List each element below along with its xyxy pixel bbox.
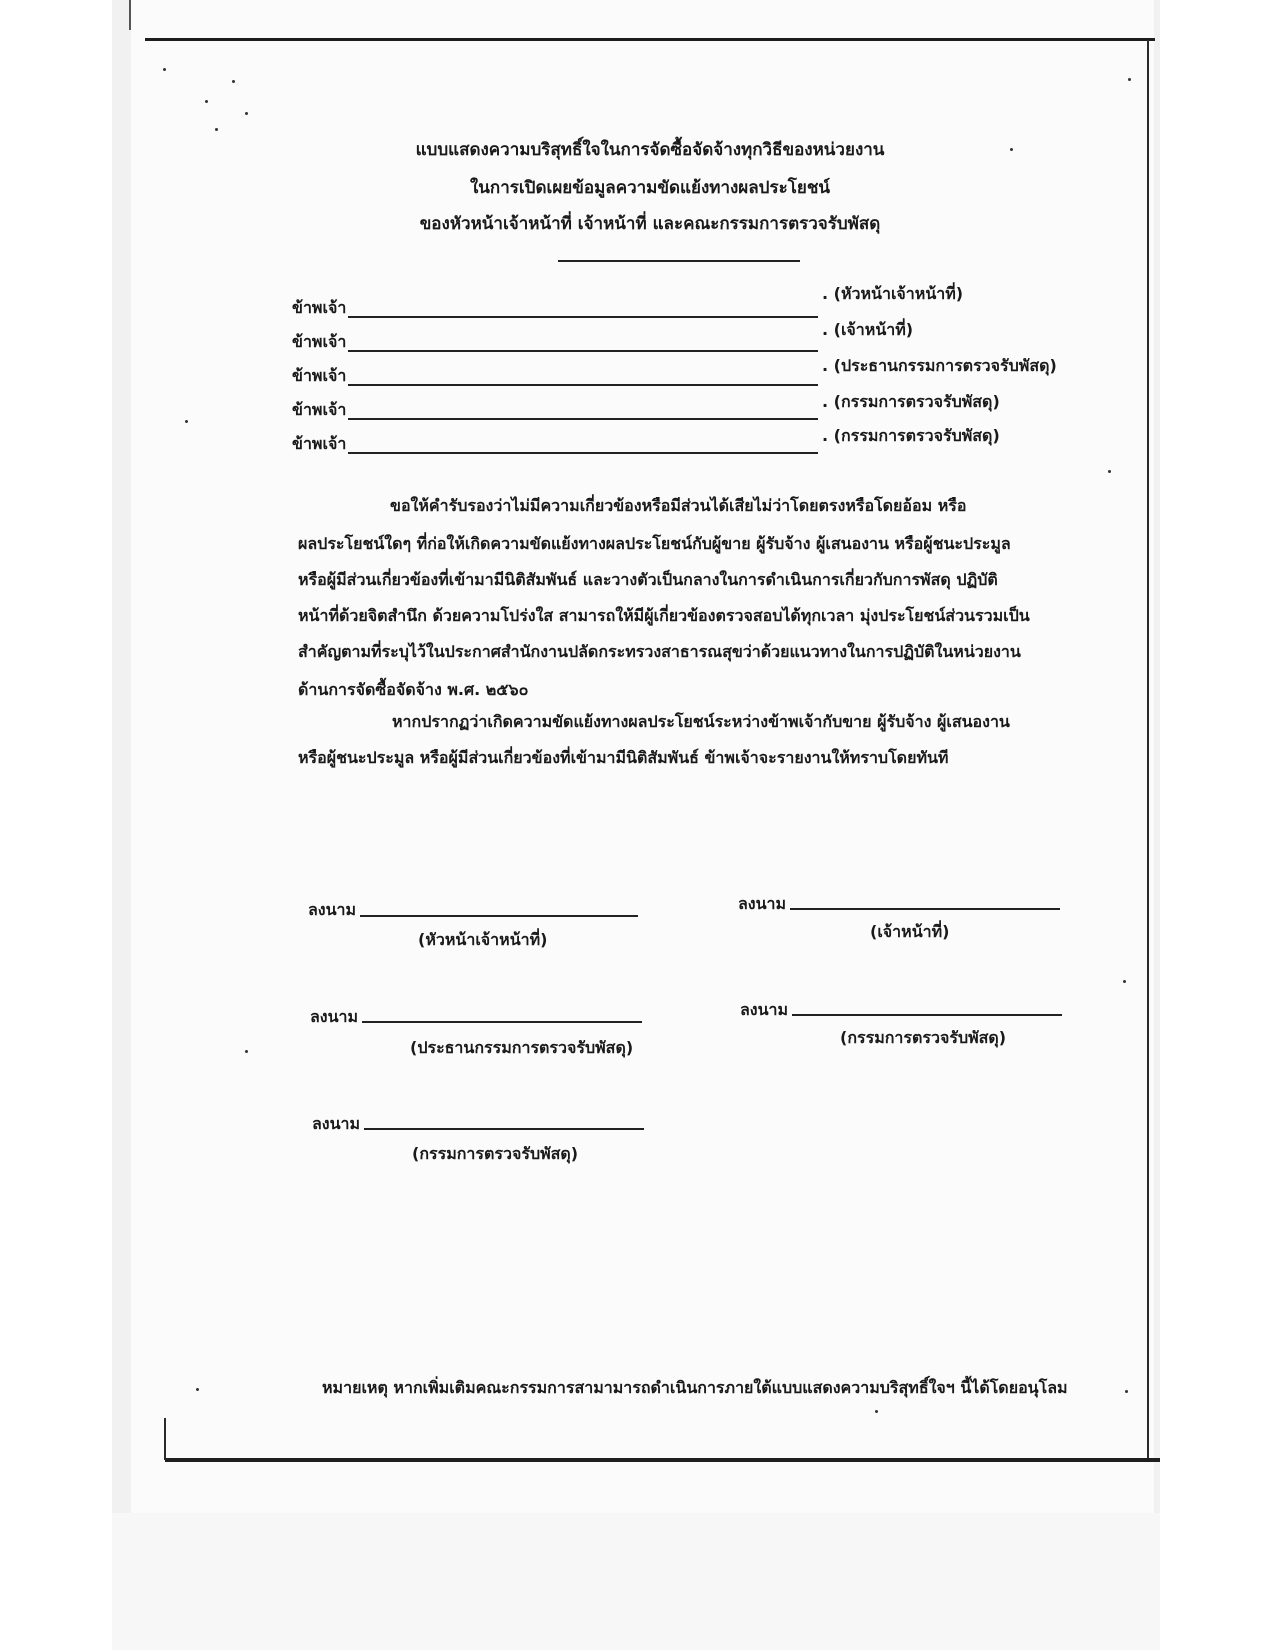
footnote-remark: หมายเหตุ หากเพิ่มเติมคณะกรรมการสามามารถดำเนินการภายใต้แบบแสดงความบริสุทธิ์ใจฯ นี้ได้โดยอนุโลม (322, 1378, 1068, 1397)
declarant-row (292, 284, 1092, 320)
scan-speck (215, 128, 218, 131)
paragraph-line: ผลประโยชน์ใดๆ ที่ก่อให้เกิดความขัดแย้งทางผลประโยชน์กับผู้ขาย ผู้รับจ้าง ผู้เสนองาน หรือผู้ชนะประมูล (298, 534, 1011, 553)
scan-speck (196, 1388, 199, 1391)
declarant-role: . (กรรมการตรวจรับพัสดุ) (822, 392, 1000, 411)
signature-field[interactable] (364, 1128, 644, 1130)
frame-bottom-border (165, 1458, 1160, 1462)
scan-speck (1108, 470, 1111, 473)
scan-speck (205, 100, 208, 103)
declarant-label: ข้าพเจ้า (292, 434, 347, 453)
signature-field[interactable] (790, 908, 1060, 910)
declarant-role: . (กรรมการตรวจรับพัสดุ) (822, 426, 1000, 445)
signature-label: ลงนาม (740, 1000, 789, 1019)
scan-speck (185, 420, 188, 423)
form-title-line: ของหัวหน้าเจ้าหน้าที่ เจ้าหน้าที่ และคณะกรรมการตรวจรับพัสดุ (419, 214, 881, 234)
signature-role: (เจ้าหน้าที่) (870, 922, 950, 941)
signature-role: (หัวหน้าเจ้าหน้าที่) (418, 930, 548, 949)
declarant-row (292, 356, 1092, 388)
signature-role: (กรรมการตรวจรับพัสดุ) (840, 1028, 1007, 1047)
signature-label: ลงนาม (312, 1114, 361, 1133)
paragraph-line: หรือผู้ชนะประมูล หรือผู้มีส่วนเกี่ยวข้องที่เข้ามามีนิติสัมพันธ์ ข้าพเจ้าจะรายงานให้ทราบโดยทันที (298, 748, 949, 767)
signature-role: (ประธานกรรมการตรวจรับพัสดุ) (410, 1038, 634, 1057)
declarant-name-field[interactable] (348, 316, 818, 318)
scan-speck (1128, 78, 1131, 81)
frame-top-border (145, 38, 1155, 41)
declarant-label: ข้าพเจ้า (292, 332, 347, 351)
signature-field[interactable] (360, 915, 638, 917)
declarant-role: . (หัวหน้าเจ้าหน้าที่) (822, 284, 964, 303)
frame-right-border (1147, 40, 1149, 1460)
declarant-role: . (เจ้าหน้าที่) (822, 320, 914, 339)
paragraph-line: หรือผู้มีส่วนเกี่ยวข้องที่เข้ามามีนิติสัมพันธ์ และวางตัวเป็นกลางในการดำเนินการเกี่ยวกับการพัสดุ ปฏิบัติ (298, 570, 998, 589)
scan-speck (232, 80, 235, 83)
paragraph-line: ด้านการจัดซื้อจัดจ้าง พ.ศ. ๒๕๖๐ (298, 680, 529, 699)
declarant-label: ข้าพเจ้า (292, 366, 347, 385)
paragraph-line: หน้าที่ด้วยจิตสำนึก ด้วยความโปร่งใส สามารถให้มีผู้เกี่ยวข้องตรวจสอบได้ทุกเวลา มุ่งประโยชน์ส่วนรวมเป็น (298, 606, 1030, 625)
form-title-line: แบบแสดงความบริสุทธิ์ใจในการจัดซื้อจัดจ้างทุกวิธีของหน่วยงาน (415, 140, 885, 160)
declarant-row (292, 320, 1092, 354)
paragraph-line: สำคัญตามที่ระบุไว้ในประกาศสำนักงานปลัดกระทรวงสาธารณสุขว่าด้วยแนวทางในการปฏิบัติในหน่วยงาน (298, 642, 1021, 661)
signature-label: ลงนาม (308, 900, 357, 919)
declarant-name-field[interactable] (348, 384, 818, 386)
signature-role: (กรรมการตรวจรับพัสดุ) (412, 1144, 579, 1163)
title-underline (558, 260, 800, 262)
paragraph-line: หากปรากฏว่าเกิดความขัดแย้งทางผลประโยชน์ระหว่างข้าพเจ้ากับขาย ผู้รับจ้าง ผู้เสนองาน (392, 712, 1010, 731)
paragraph-line: ขอให้คำรับรองว่าไม่มีความเกี่ยวข้องหรือมีส่วนได้เสียไม่ว่าโดยตรงหรือโดยอ้อม หรือ (390, 496, 967, 515)
declarant-name-field[interactable] (348, 418, 818, 420)
frame-left-edge (129, 0, 131, 30)
declarant-name-field[interactable] (348, 350, 818, 352)
scan-speck (1010, 148, 1013, 151)
signature-label: ลงนาม (310, 1007, 359, 1026)
declarant-label: ข้าพเจ้า (292, 298, 347, 317)
form-title-line: ในการเปิดเผยข้อมูลความขัดแย้งทางผลประโยชน์ (469, 178, 830, 198)
signature-label: ลงนาม (738, 894, 787, 913)
signature-field[interactable] (362, 1021, 642, 1023)
scan-speck (163, 68, 166, 71)
declarant-name-field[interactable] (348, 452, 818, 454)
declarant-label: ข้าพเจ้า (292, 400, 347, 419)
scan-speck (875, 1410, 878, 1413)
declarant-role: . (ประธานกรรมการตรวจรับพัสดุ) (822, 356, 1057, 375)
page-bottom-margin (112, 1513, 1160, 1650)
frame-left-border (164, 1418, 166, 1460)
declarant-row (292, 426, 1092, 456)
signature-field[interactable] (792, 1014, 1062, 1016)
scan-speck (245, 1050, 248, 1053)
scan-speck (245, 112, 248, 115)
scan-speck (1125, 1390, 1128, 1393)
declarant-row (292, 392, 1092, 422)
scan-speck (1123, 980, 1126, 983)
